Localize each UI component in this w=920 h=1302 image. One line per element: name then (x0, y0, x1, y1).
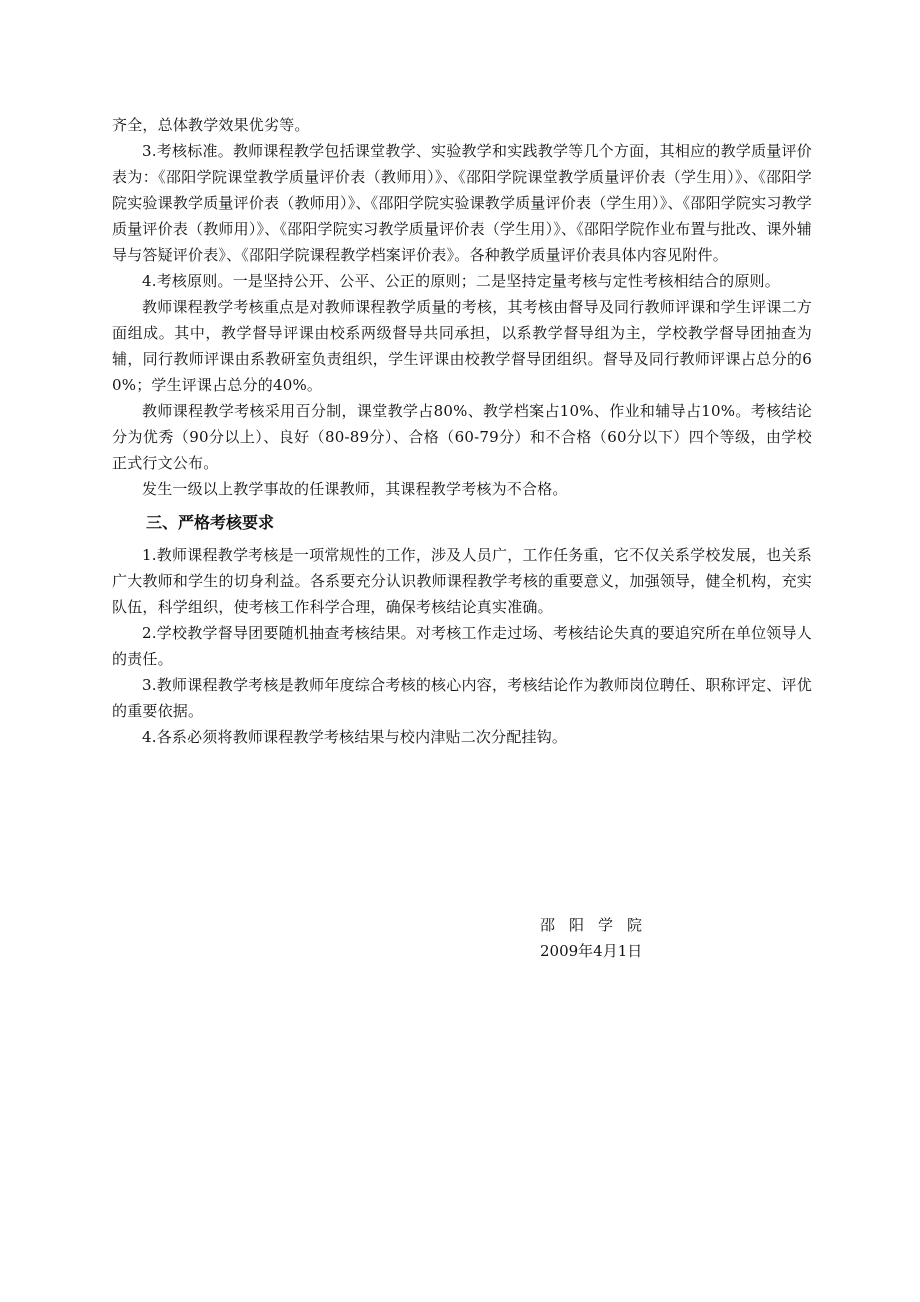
opening-line: 齐全，总体教学效果优劣等。 (112, 116, 310, 134)
paragraph-assessment-principles: 4.考核原则。一是坚持公开、公平、公正的原则；二是坚持定量考核与定性考核相结合的原则。 (142, 272, 780, 290)
paragraph-assessment-standards: 3.考核标准。教师课程教学包括课堂教学、实验教学和实践教学等几个方面，其相应的教学质量评价表为：《邵阳学院课堂教学质量评价表（教师用）》、《邵阳学院课堂教学质量评价表（学生用）》、《邵阳学院实验课教学质量评价表（教师用）》、《邵阳学院实验课教学质量评价表（学生用）》、《邵阳学院实习教学质量评价表（教师用）》、《邵阳学院实习教学质量评价表（学生用）》、《邵阳学院作业布置与批改、课外辅导与答疑评价表》、《邵阳学院课程教学档案评价表》。各种教学质量评价表具体内容见附件。 (112, 142, 812, 264)
requirement-item-1: 1.教师课程教学考核是一项常规性的工作，涉及人员广，工作任务重，它不仅关系学校发展，也关系广大教师和学生的切身利益。各系要充分认识教师课程教学考核的重要意义，加强领导，健全机构，充实队伍，科学组织，使考核工作科学合理，确保考核结论真实准确。 (112, 546, 812, 616)
paragraph-assessment-focus: 教师课程教学考核重点是对教师课程教学质量的考核，其考核由督导及同行教师评课和学生评课二方面组成。其中，教学督导评课由校系两级督导共同承担，以系教学督导组为主，学校教学督导团抽查为辅，同行教师评课由系教研室负责组织，学生评课由校教学督导团组织。督导及同行教师评课占总分的60%；学生评课占总分的40%。 (112, 298, 812, 394)
document-page (112, 112, 812, 750)
requirement-item-4: 4.各系必须将教师课程教学考核结果与校内津贴二次分配挂钩。 (142, 728, 568, 746)
signature-organization: 邵阳学院 (540, 916, 657, 934)
requirement-item-2: 2.学校教学督导团要随机抽查考核结果。对考核工作走过场、考核结论失真的要追究所在单位领导人的责任。 (112, 624, 812, 668)
signature-date: 2009年4月1日 (540, 942, 643, 960)
paragraph-teaching-accident: 发生一级以上教学事故的任课教师，其课程教学考核为不合格。 (142, 480, 568, 498)
requirement-item-3: 3.教师课程教学考核是教师年度综合考核的核心内容，考核结论作为教师岗位聘任、职称评定、评优的重要依据。 (112, 676, 812, 720)
section-heading: 三、严格考核要求 (146, 513, 275, 532)
paragraph-scoring-system: 教师课程教学考核采用百分制，课堂教学占80%、教学档案占10%、作业和辅导占10%。考核结论分为优秀（90分以上）、良好（80-89分）、合格（60-79分）和不合格（60分以下）四个等级，由学校正式行文公布。 (112, 402, 812, 472)
signature-block (540, 912, 656, 964)
